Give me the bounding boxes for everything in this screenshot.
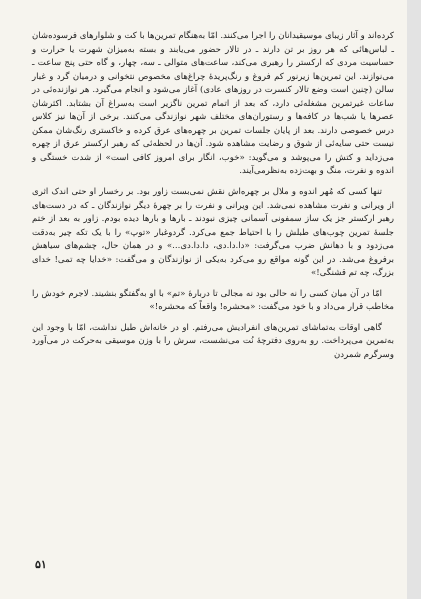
- paragraph: کرده‌اند و آثار زیبای موسیقیدانان را اجرا می‌کنند. امّا به‌هنگام تمرین‌ها با کت و شلوارهای فرسوده‌شان ـ لباس‌هائی که هر روز بر تن دارند ـ در تالار حضور می‌یابند و بسته به‌میزان شهرت یا حرارت و حساسیت مردی که ارکستر را رهبری می‌کند، ساعت‌های متوالی ـ سه، چهار، و گاه حتی پنج ساعت ـ می‌نوازند. این تمرین‌ها زیرنور کم فروغ و رنگ‌پریدهٔ چراغ‌های مخصوص نتخوانی و درمیان گرد و غبار سالن (چنین است وضع تالار کنسرت در روزهای عادی) آغاز می‌شود و انجام می‌گیرد. هر نوازنده‌ئی در ساعات غیرتمرین مشغله‌ئی دارد، که بعد از اتمام تمرین ناگزیر است به‌سراغ آن بشتابد. اکثرشان عصرها یا شب‌ها در کافه‌ها و رستوران‌های مختلف شهر نوازندگی می‌کنند. برخی از آن‌ها نیز کلاس درس خصوصی دارند. بعد از پایان جلسات تمرین بر چهره‌های عرق کرده و خاکستری رنگ‌شان ممکن نیست حتی سایه‌ئی از شوق و رضایت مشاهده شود. آن‌ها در لحظه‌ئی که رهبر ارکستر عرق از چهره می‌زداید و کتش را می‌پوشد و می‌گوید: «خوب، انگار برای امروز کافی است» از شدت خستگی و اندوه و نفرت، منگ و بهت‌زده به‌نظرمی‌آیند.: [32, 31, 394, 177]
- paragraph: تنها کسی که مُهر اندوه و ملال بر چهره‌اش نقش نمی‌بست زاور بود. بر رخسار او حتی اندک اثری از ویرانی و نفرت مشاهده نمی‌شد. این ویرانی و نفرت را بر چهرهٔ دیگر نوازندگان ـ که در دست‌های رهبر ارکستر جز یک ساز سمفونی آسمانی چیزی نبودند ـ بارها و بارها دیده بودم. زاور به بعد از ختم جلسهٔ تمرین چوب‌های طبلش را با احتیاط جمع می‌کرد. گردوغبار «توپ» را با یک تکه چیر به‌دقت می‌زدود و با دهانش ضرب می‌گرفت: «دا.دا.دی، دا.دا.دی...» و در همان حال، چشم‌های سیاهش برفروغ می‌شد. در این گونه مواقع رو می‌کرد به‌یکی از نوازندگان و می‌گفت: «خدایا چه تمی! خدای بزرگ، چه تم قشنگی!»: [32, 187, 394, 279]
- page-number: ۵۱: [35, 558, 47, 571]
- paragraph: گاهی اوقات به‌تماشای تمرین‌های انفرادیش می‌رفتم. او در خانه‌اش طبل نداشت، امّا با وجود این به‌تمرین می‌پرداخت. رو به‌روی دفترچهٔ نُت می‌نشست، سرش را با وزن موسیقی به‌حرکت در می‌آورد وسرگرم شمردن: [32, 322, 394, 361]
- paragraph: امّا در آن میان کسی را نه حالی بود نه مجالی تا دربارهٔ «تم» با او به‌گفتگو بنشیند. لاجرم خودش را مخاطب قرار می‌داد و با خود می‌گفت: «محشره! واقعاً که محشره!»: [32, 288, 394, 313]
- body-text: [32, 30, 394, 363]
